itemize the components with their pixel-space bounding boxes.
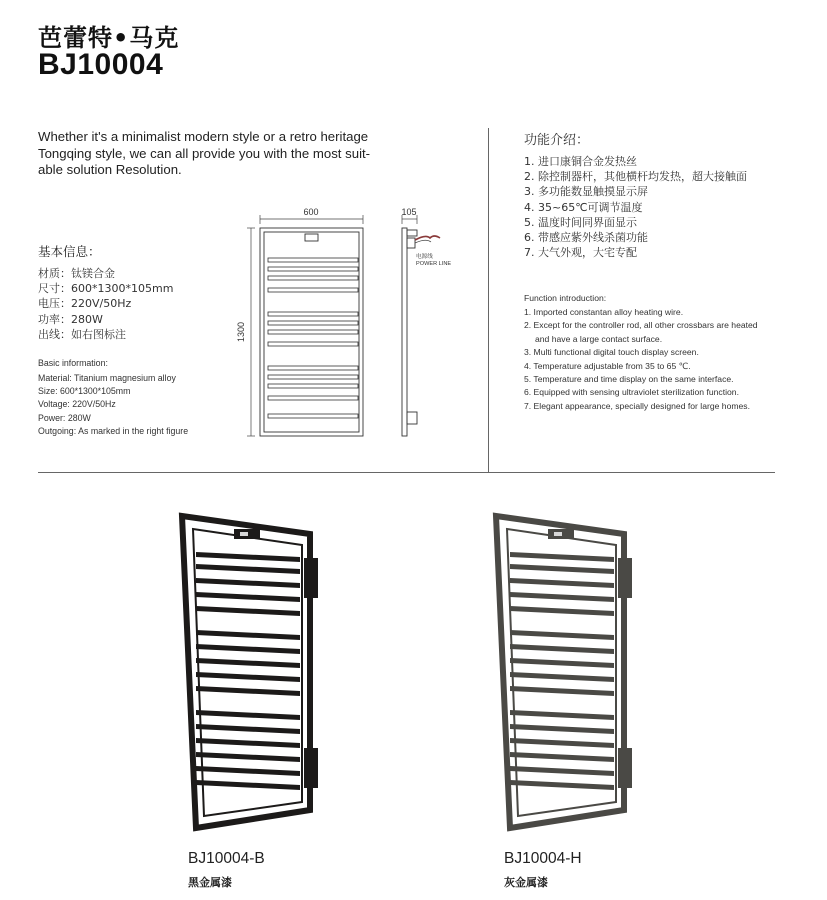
function-item: 4. 35~65℃可调节温度 — [524, 200, 643, 214]
intro-paragraph — [38, 129, 383, 179]
crossbar — [510, 710, 614, 720]
crossbar — [196, 724, 300, 734]
function-item: 6. 带感应紫外线杀菌功能 — [524, 231, 648, 245]
crossbar — [196, 686, 300, 696]
crossbar — [510, 672, 614, 682]
crossbar — [510, 592, 614, 602]
crossbar — [510, 780, 614, 790]
crossbar — [510, 686, 614, 696]
crossbar — [196, 630, 300, 640]
crossbar — [510, 724, 614, 734]
spec-item: 电压：220V/50Hz — [38, 297, 132, 311]
product-finish-grey: 灰金属漆 — [504, 876, 548, 889]
intro-line: Whether it's a minimalist modern style or a retro heritage — [38, 129, 369, 144]
function-en-list — [524, 306, 758, 413]
function-item: and have a large contact surface. — [535, 333, 663, 344]
bar-group — [268, 258, 358, 418]
crossbar — [196, 564, 300, 574]
towel-rack-image-grey — [492, 512, 642, 832]
function-cn-heading: 功能介绍： — [524, 133, 590, 148]
function-item: 7. Elegant appearance, specially designed for large homes. — [524, 400, 750, 411]
crossbar — [196, 738, 300, 748]
crossbar — [196, 766, 300, 776]
display-screen — [240, 532, 248, 536]
crossbar — [510, 644, 614, 654]
vertical-divider — [488, 128, 489, 472]
crossbar — [510, 552, 614, 562]
title-chinese: 芭蕾特•马克 — [38, 24, 180, 52]
spec-item: Voltage: 220V/50Hz — [38, 399, 116, 410]
crossbar — [510, 658, 614, 668]
horizontal-divider — [38, 472, 775, 473]
spec-item: Material: Titanium magnesium alloy — [38, 373, 176, 383]
crossbar — [196, 752, 300, 762]
basic-info-cn-list — [38, 266, 173, 342]
crossbar — [196, 644, 300, 654]
function-item: 1. Imported constantan alloy heating wire. — [524, 307, 684, 317]
crossbar — [196, 552, 300, 562]
crossbar — [196, 606, 300, 616]
crossbar — [196, 710, 300, 720]
basic-info-en-heading: Basic information: — [38, 358, 108, 368]
product-model-grey: BJ10004-H — [504, 850, 582, 867]
product-finish-black: 黑金属漆 — [188, 876, 232, 889]
product-model-black: BJ10004-B — [188, 850, 265, 867]
crossbar — [510, 752, 614, 762]
technical-drawing — [230, 200, 470, 445]
spec-item: Power: 280W — [38, 412, 91, 423]
function-cn-list — [524, 154, 747, 260]
width-label: 600 — [303, 207, 319, 217]
towel-rack-image-black — [178, 512, 328, 832]
crossbar — [196, 578, 300, 588]
model-title: BJ10004 — [38, 48, 164, 81]
function-item: 5. Temperature and time display on the same interface. — [524, 374, 734, 385]
spec-item: Size: 600*1300*105mm — [38, 386, 131, 397]
display-screen — [554, 532, 562, 536]
crossbar — [196, 780, 300, 790]
function-en-heading: Function introduction: — [524, 293, 607, 303]
crossbar — [510, 630, 614, 640]
height-label: 1300 — [236, 321, 246, 343]
basic-info-en-list — [38, 372, 188, 438]
function-item: 4. Temperature adjustable from 35 to 65 ℃. — [524, 360, 691, 371]
power-line-label-en: POWER LINE — [416, 261, 452, 267]
crossbar — [510, 578, 614, 588]
function-item: 2. 除控制器杆，其他横杆均发热，超大接触面 — [524, 170, 747, 184]
spec-item: Outgoing: As marked in the right figure — [38, 425, 189, 436]
crossbar — [196, 592, 300, 602]
function-item: 6. Equipped with sensing ultraviolet sterilization function. — [524, 387, 739, 398]
function-item: 2. Except for the controller rod, all other crossbars are heated — [524, 320, 758, 331]
depth-label: 105 — [401, 207, 417, 217]
function-item: 3. 多功能数显触摸显示屏 — [524, 185, 648, 199]
spec-item: 尺寸：600*1300*105mm — [38, 282, 174, 296]
power-line-label-cn: 电源线 — [416, 254, 433, 260]
crossbar — [510, 738, 614, 748]
function-item: 3. Multi functional digital touch display screen. — [524, 347, 699, 358]
crossbar — [510, 766, 614, 776]
basic-info-cn-heading: 基本信息： — [38, 244, 101, 259]
function-item: 7. 大气外观，大宅专配 — [524, 246, 637, 260]
crossbar — [196, 672, 300, 682]
intro-line: able solution Resolution. — [38, 162, 182, 177]
function-item: 5. 温度时间同界面显示 — [524, 215, 637, 229]
spec-item: 出线：如右图标注 — [38, 327, 126, 341]
spec-item: 材质：钛镁合金 — [38, 267, 115, 280]
intro-line: Tongqing style, we can all provide you with the most suit- — [38, 145, 371, 161]
crossbar — [196, 658, 300, 668]
spec-item: 功率：280W — [38, 312, 103, 326]
crossbar — [510, 606, 614, 616]
function-item: 1. 进口康铜合金发热丝 — [524, 155, 637, 168]
crossbar — [510, 564, 614, 574]
